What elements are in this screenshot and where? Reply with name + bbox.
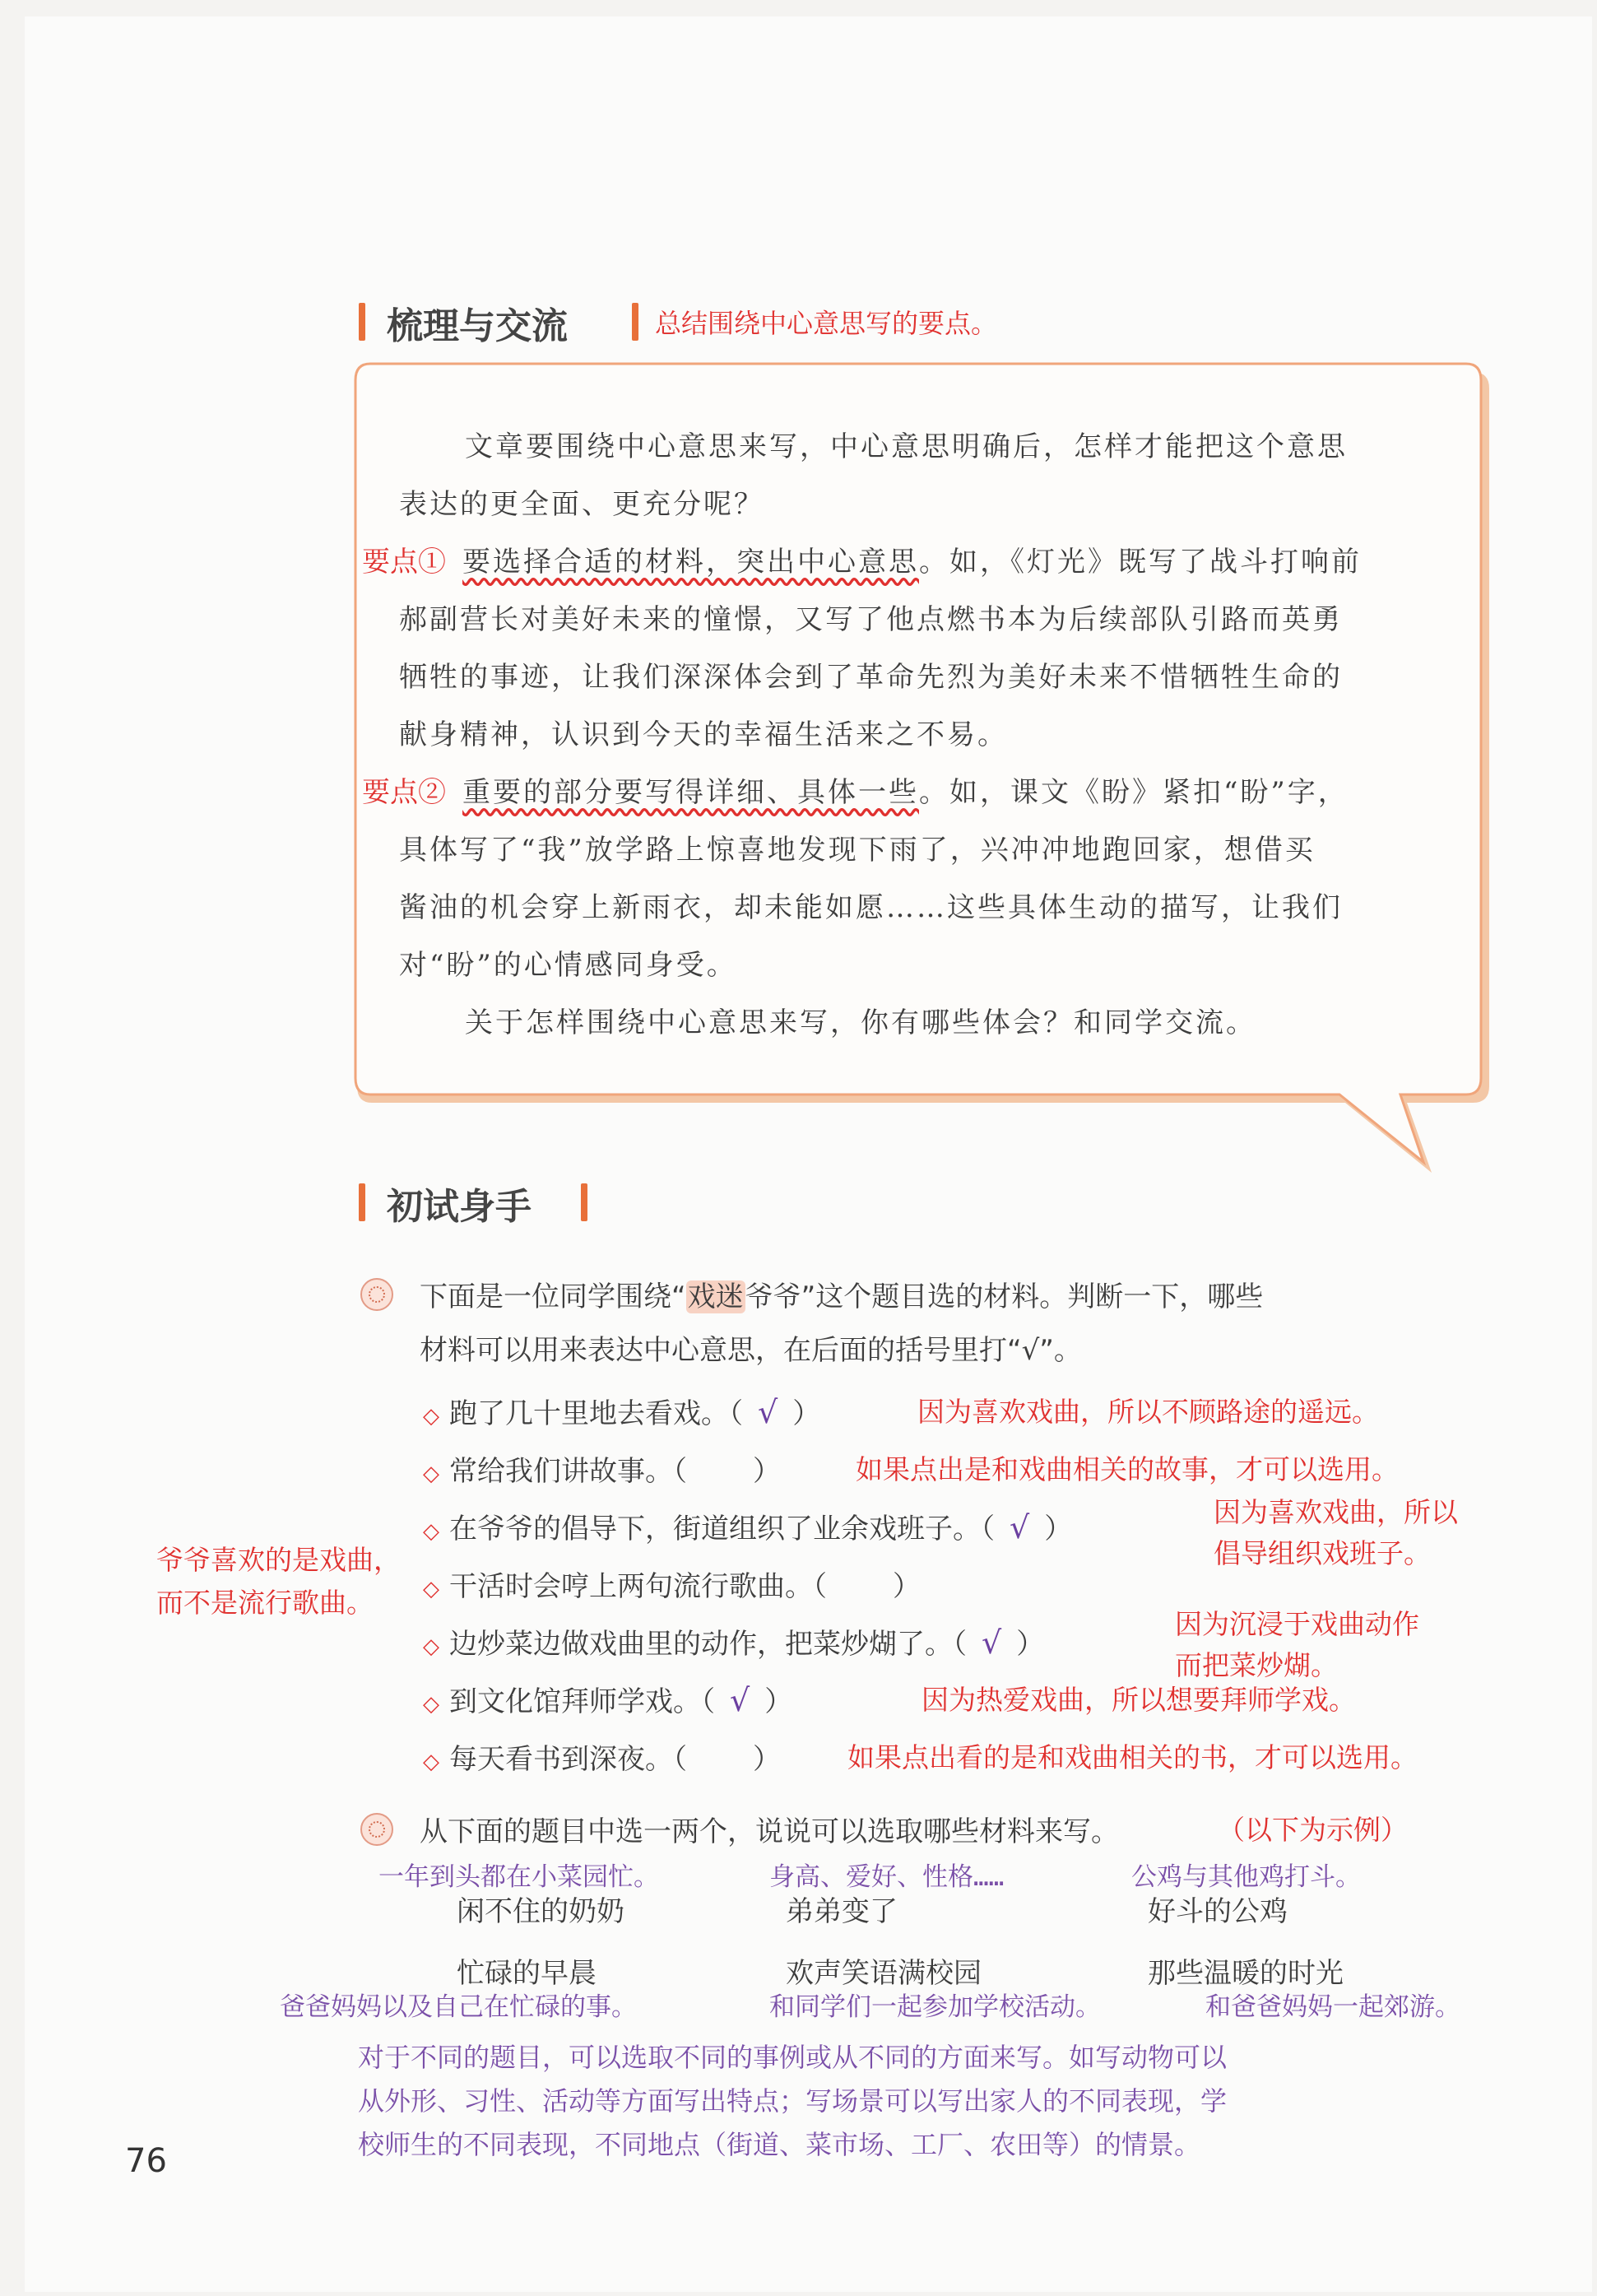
item-4-side-note-line-1: 爷爷喜欢的是戏曲， <box>156 1544 401 1576</box>
topic-2-title: 弟弟变了 <box>786 1895 898 1928</box>
q1-text-b: 爷爷”这个题目选的材料。判断一下，哪些 <box>745 1280 1264 1313</box>
topic-6-note: 和爸爸妈妈一起郊游。 <box>1205 1992 1460 2022</box>
question-1-line-2: 材料可以用来表达中心意思，在后面的括号里打“√”。 <box>420 1334 1082 1367</box>
diamond-icon: ◇ <box>423 1692 439 1717</box>
box-paragraph-3-line-2: 具体写了“我”放学路上惊喜地发现下雨了，兴冲冲地跑回家，想借买 <box>399 834 1316 867</box>
item-2 <box>423 1448 781 1489</box>
item-3-close: ） <box>1044 1513 1073 1545</box>
item-6-note: 因为热爱戏曲，所以想要拜师学戏。 <box>922 1684 1356 1716</box>
item-7-note: 如果点出看的是和戏曲相关的书，才可以选用。 <box>847 1741 1418 1773</box>
point-1-line-1 <box>462 539 1362 579</box>
point-1-rest: 。如，《灯光》既写了战斗打响前 <box>919 546 1362 579</box>
question-2-text: 从下面的题目中选一两个，说说可以选取哪些材料来写。 <box>420 1815 1119 1848</box>
summary-line-3: 校师生的不同表现，不同地点（街道、菜市场、工厂、农田等）的情景。 <box>358 2129 1201 2160</box>
item-5-note-line-2: 而把菜炒煳。 <box>1175 1649 1338 1681</box>
question-2-icon <box>360 1813 393 1846</box>
topic-2-note: 身高、爱好、性格…… <box>769 1862 1005 1892</box>
topic-1-note: 一年到头都在小菜园忙。 <box>378 1862 659 1892</box>
box-paragraph-1-line-1: 文章要围绕中心意思来写，中心意思明确后，怎样才能把这个意思 <box>465 430 1348 463</box>
item-7-text: 每天看书到深夜。（ <box>449 1743 687 1776</box>
item-5 <box>423 1621 1044 1662</box>
item-5-text: 边炒菜边做戏曲里的动作，把菜炒煳了。（ <box>449 1628 967 1661</box>
diamond-icon: ◇ <box>423 1462 439 1486</box>
topic-3-note: 公鸡与其他鸡打斗。 <box>1131 1862 1361 1892</box>
summary-line-2: 从外形、习性、活动等方面写出特点；写场景可以写出家人的不同表现，学 <box>358 2085 1228 2117</box>
item-3-text: 在爷爷的倡导下，街道组织了业余戏班子。（ <box>449 1513 995 1545</box>
point-2-line-1 <box>462 769 1349 810</box>
item-5-note-line-1: 因为沉浸于戏曲动作 <box>1175 1608 1419 1640</box>
topic-4-note: 爸爸妈妈以及自己在忙碌的事。 <box>280 1992 637 2022</box>
q1-text-a: 下面是一位同学围绕“ <box>420 1280 686 1313</box>
topic-3-title: 好斗的公鸡 <box>1148 1895 1288 1928</box>
box-paragraph-2-line-2: 郝副营长对美好未来的憧憬，又写了他点燃书本为后续部队引路而英勇 <box>399 603 1343 636</box>
box-paragraph-3-line-4: 对“盼”的心情感同身受。 <box>399 949 737 982</box>
box-paragraph-3-line-3: 酱油的机会穿上新雨衣，却未能如愿……这些具体生动的描写，让我们 <box>399 891 1343 924</box>
section-title-1: 梳理与交流 <box>387 305 568 347</box>
item-6 <box>423 1679 792 1719</box>
question-1-line-1 <box>420 1274 1263 1314</box>
diamond-icon: ◇ <box>423 1404 439 1429</box>
item-2-close: ） <box>753 1455 781 1488</box>
diamond-icon: ◇ <box>423 1519 439 1544</box>
item-1-text: 跑了几十里地去看戏。（ <box>449 1397 743 1430</box>
item-2-text: 常给我们讲故事。（ <box>449 1455 687 1488</box>
item-1 <box>423 1391 820 1431</box>
item-6-close: ） <box>764 1685 793 1718</box>
section-title-2: 初试身手 <box>387 1186 532 1228</box>
item-3-note-line-2: 倡导组织戏班子。 <box>1214 1537 1431 1569</box>
item-1-note: 因为喜欢戏曲，所以不顾路途的遥远。 <box>917 1396 1379 1428</box>
item-2-note: 如果点出是和戏曲相关的故事，才可以选用。 <box>856 1453 1399 1485</box>
item-7-close: ） <box>753 1743 781 1776</box>
question-2-note: （以下为示例） <box>1218 1814 1408 1846</box>
item-4 <box>423 1564 921 1604</box>
topic-5-note: 和同学们一起参加学校活动。 <box>769 1992 1101 2022</box>
question-1-icon <box>360 1278 393 1311</box>
item-5-check: √ <box>982 1624 1002 1661</box>
item-4-text: 干活时会哼上两句流行歌曲。（ <box>449 1570 827 1603</box>
handwritten-note-summary: 总结围绕中心意思写的要点。 <box>655 308 998 339</box>
box-paragraph-1-line-2: 表达的更全面、更充分呢？ <box>399 488 764 521</box>
topic-6-title: 那些温暖的时光 <box>1148 1957 1344 1990</box>
item-6-check: √ <box>730 1682 750 1718</box>
diamond-icon: ◇ <box>423 1750 439 1774</box>
item-3-note-line-1: 因为喜欢戏曲，所以 <box>1214 1496 1458 1528</box>
point-2-key: 重要的部分要写得详细、具体一些 <box>462 776 919 809</box>
item-4-close: ） <box>893 1570 921 1603</box>
point-1-tag: 要点① <box>362 546 446 579</box>
topic-5-title: 欢声笑语满校园 <box>786 1957 982 1990</box>
point-2-tag: 要点② <box>362 776 446 809</box>
summary-line-1: 对于不同的题目，可以选取不同的事例或从不同的方面来写。如写动物可以 <box>358 2042 1228 2073</box>
q1-highlight: 戏迷 <box>687 1280 744 1313</box>
box-paragraph-2-line-3: 牺牲的事迹，让我们深深体会到了革命先烈为美好未来不惜牺牲生命的 <box>399 661 1343 694</box>
item-3 <box>423 1506 1072 1546</box>
title-bar-right <box>632 303 638 341</box>
title-bar-left-2 <box>359 1183 365 1221</box>
item-7 <box>423 1736 781 1777</box>
page-number: 76 <box>125 2142 167 2180</box>
item-3-check: √ <box>1010 1509 1030 1545</box>
item-1-check: √ <box>758 1394 778 1430</box>
point-2-rest: 。如，课文《盼》紧扣“盼”字， <box>919 776 1349 809</box>
title-bar-left <box>359 303 365 341</box>
topic-1-title: 闲不住的奶奶 <box>457 1895 624 1928</box>
item-1-close: ） <box>792 1397 821 1430</box>
diamond-icon: ◇ <box>423 1634 439 1659</box>
box-paragraph-2-line-4: 献身精神，认识到今天的幸福生活来之不易。 <box>399 718 1008 751</box>
item-5-close: ） <box>1016 1628 1045 1661</box>
point-1-key: 要选择合适的材料，突出中心意思 <box>462 546 919 579</box>
title-bar-right-2 <box>581 1183 587 1221</box>
diamond-icon: ◇ <box>423 1577 439 1601</box>
box-paragraph-4: 关于怎样围绕中心意思来写，你有哪些体会？和同学交流。 <box>465 1006 1256 1039</box>
topic-4-title: 忙碌的早晨 <box>457 1957 597 1990</box>
item-6-text: 到文化馆拜师学戏。（ <box>449 1685 715 1718</box>
item-4-side-note-line-2: 而不是流行歌曲。 <box>156 1587 374 1619</box>
